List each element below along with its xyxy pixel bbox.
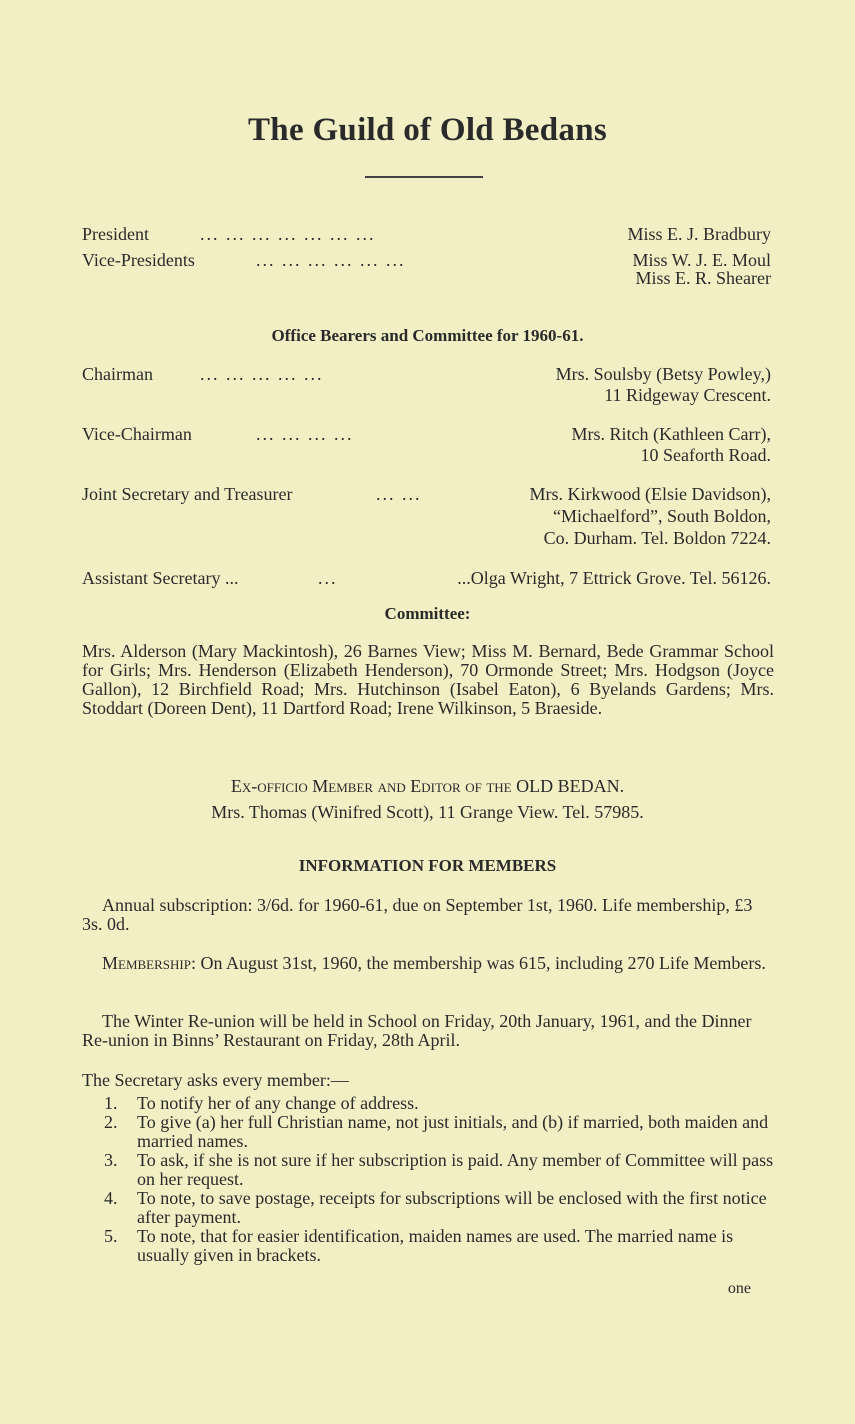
page-number: one	[727, 1280, 751, 1297]
membership-text: : On August 31st, 1960, the membership was 615, including 270 Life Members.	[190, 953, 766, 973]
officer-role-president: President	[82, 224, 149, 244]
ex-officio-line	[0, 776, 855, 797]
bearer-role-assistant-secretary: Assistant Secretary ...	[82, 568, 239, 588]
bearer-role-joint-secretary: Joint Secretary and Treasurer	[82, 484, 293, 504]
bearer-address-joint-secretary: Co. Durham. Tel. Boldon 7224.	[543, 528, 771, 548]
requests-list	[82, 1094, 774, 1265]
bearer-address-joint-secretary: “Michaelford”, South Boldon,	[553, 506, 771, 526]
bearer-name-chairman: Mrs. Soulsby (Betsy Powley,)	[555, 364, 771, 384]
bearer-leader-dots: ... ... ... ...	[256, 424, 354, 444]
page-title: The Guild of Old Bedans	[247, 112, 607, 148]
office-bearers-heading: Office Bearers and Committee for 1960-61.	[271, 326, 584, 345]
officer-leader-dots: ... ... ... ... ... ...	[256, 250, 406, 270]
secretary-intro: The Secretary asks every member:—	[82, 1070, 349, 1090]
list-item: 4. To note, to save postage, receipts for subscriptions will be enclosed with the first notice after payment.	[104, 1188, 767, 1227]
list-item: 5. To note, that for easier identification, maiden names are used. The married name is usually given in brackets.	[104, 1226, 734, 1265]
bearer-name-joint-secretary: Mrs. Kirkwood (Elsie Davidson),	[529, 484, 771, 504]
officer-role-vice-presidents: Vice-Presidents	[82, 250, 195, 270]
bearer-leader-dots: ...	[318, 568, 338, 588]
officer-name-vice-president: Miss E. R. Shearer	[635, 268, 771, 288]
ex-officio-publication: OLD BEDAN.	[516, 776, 625, 796]
reunion-paragraph: The Winter Re-union will be held in School on Friday, 20th January, 1961, and the Dinner Re-union in Binns’ Restaurant on Friday, 28th April.	[82, 1011, 752, 1050]
bearer-leader-dots: ... ... ... ... ...	[200, 364, 324, 384]
membership-paragraph	[82, 954, 774, 973]
committee-heading: Committee:	[384, 604, 471, 623]
bearer-name-assistant-secretary: ...Olga Wright, 7 Ettrick Grove. Tel. 56126.	[457, 568, 771, 588]
bearer-leader-dots: ... ...	[376, 484, 422, 504]
bearer-role-vice-chairman: Vice-Chairman	[82, 424, 192, 444]
bearer-address-vice-chairman: 10 Seaforth Road.	[640, 445, 771, 465]
list-item: 2. To give (a) her full Christian name, not just initials, and (b) if married, both maiden and married names.	[104, 1112, 769, 1151]
officer-name-vice-president: Miss W. J. E. Moul	[632, 250, 771, 270]
title-divider	[365, 176, 483, 178]
info-heading: INFORMATION FOR MEMBERS	[298, 856, 557, 875]
bearer-role-chairman: Chairman	[82, 364, 153, 384]
ex-officio-label: Ex-officio Member and Editor of the	[230, 776, 512, 796]
bearer-address-chairman: 11 Ridgeway Crescent.	[604, 385, 771, 405]
list-item: 1. To notify her of any change of address.	[104, 1093, 419, 1113]
membership-label: Membership	[102, 953, 191, 973]
officer-name-president: Miss E. J. Bradbury	[627, 224, 771, 244]
bearer-name-vice-chairman: Mrs. Ritch (Kathleen Carr),	[571, 424, 771, 444]
committee-members: Mrs. Alderson (Mary Mackintosh), 26 Barnes View; Miss M. Bernard, Bede Grammar School for Girls; Mrs. Henderson (Elizabeth Henderson), 70 Ormonde Street; Mrs. Hodgson (Joyce Gallon), 12 Birchfield Road; Mrs. Hutchinson (Isabel Eaton), 6 Byelands Gardens; Mrs. Stoddart (Doreen Dent), 11 Dartford Road; Irene Wilkinson, 5 Braeside.	[82, 641, 774, 718]
list-item: 3. To ask, if she is not sure if her subscription is paid. Any member of Committee will pass on her request.	[104, 1150, 774, 1189]
officer-leader-dots: ... ... ... ... ... ... ...	[200, 224, 376, 244]
subscription-paragraph: Annual subscription: 3/6d. for 1960-61, due on September 1st, 1960. Life membership, £3 3s. 0d.	[82, 895, 753, 934]
ex-officio-name: Mrs. Thomas (Winifred Scott), 11 Grange View. Tel. 57985.	[211, 802, 644, 822]
